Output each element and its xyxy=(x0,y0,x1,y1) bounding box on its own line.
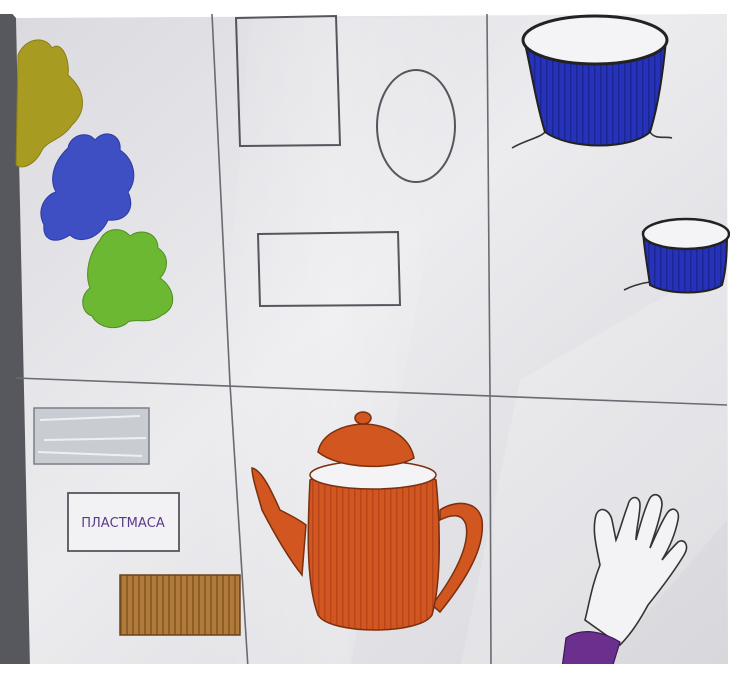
purple-sleeve xyxy=(562,632,620,668)
plastic-label-text: ПЛАСТМАСА xyxy=(81,516,165,531)
wood-sample xyxy=(120,575,240,635)
